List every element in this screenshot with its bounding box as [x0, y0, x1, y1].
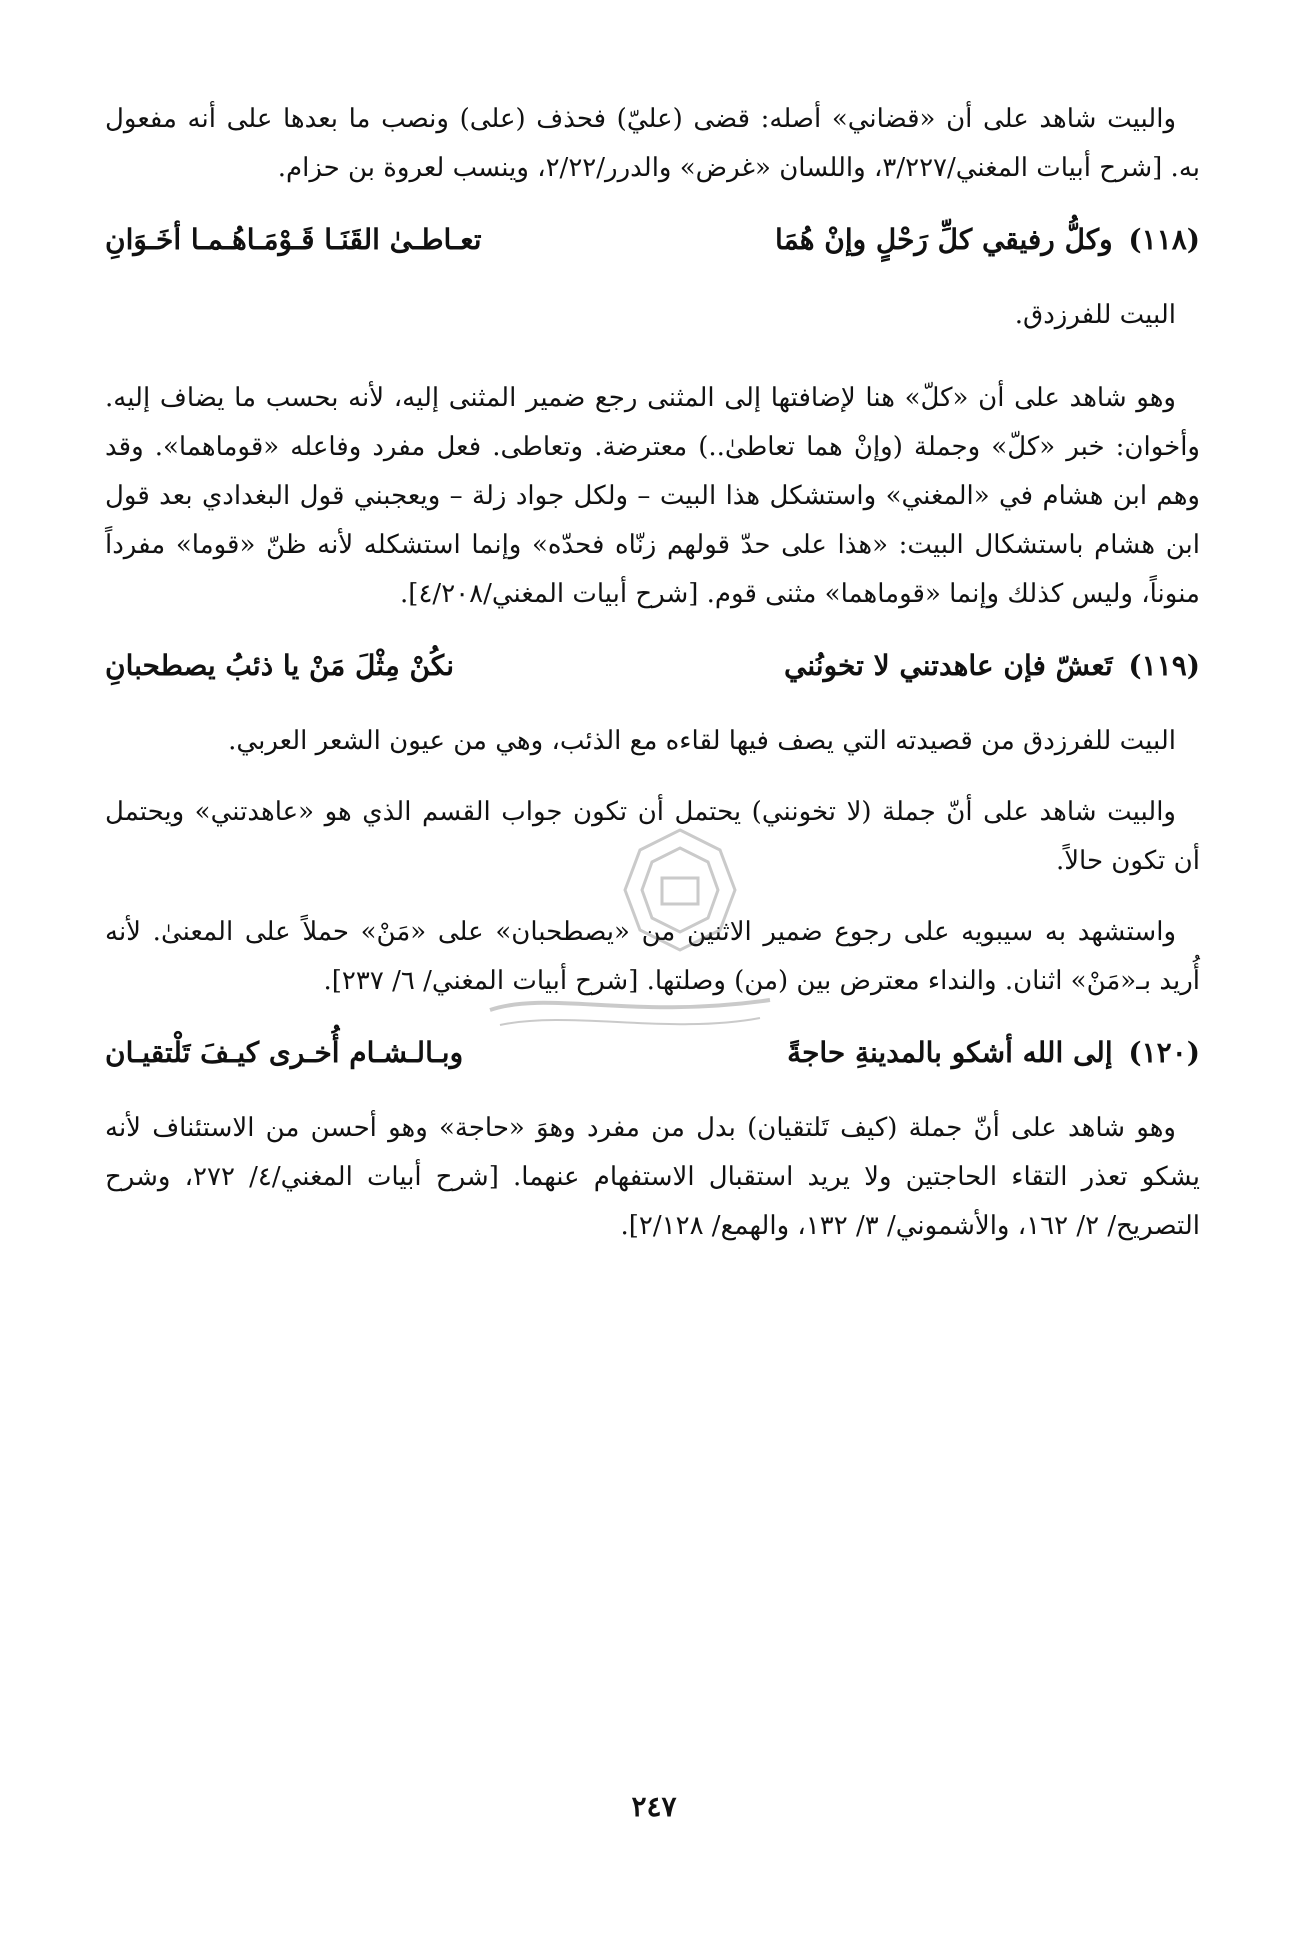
paragraph: وهو شاهد على أنّ جملة (كيف تَلتقيان) بدل من مفرد وهوَ «حاجة» وهو أحسن من الاستئناف لأنه يشكو تعذر التقاء الحاجتين ولا يريد استقبال الاستفهام عنهما. [شرح أبيات المغني/٤/ ٢٧٢، وشرح التصريح/ ٢/ ١٦٢، والأشموني/ ٣/ ١٣٢، والهمع/ ٢/١٢٨].	[105, 1113, 1201, 1241]
page-body	[105, 95, 1200, 1273]
paragraph: والبيت شاهد على أن «قضاني» أصله: قضى (عليّ) فحذف (على) ونصب ما بعدها على أنه مفعول به. [شرح أبيات المغني/٣/٢٢٧، واللسان «غرض» والدرر/٢/٢٢، وينسب لعروة بن حزام.	[105, 104, 1200, 183]
paragraph: واستشهد به سيبويه على رجوع ضمير الاثنين من «يصطحبان» على «مَنْ» حملاً على المعنىٰ. لأنه أُريد بـ«مَنْ» اثنان. والنداء معترض بين (من) وصلتها. [شرح أبيات المغني/ ٦/ ٢٣٧].	[105, 917, 1200, 996]
verse-line	[105, 641, 1200, 691]
page-number: ٢٤٧	[631, 1790, 677, 1823]
verse-second-hemistich: تعـاطـىٰ القَنَـا قَـوْمَـاهُـمـا أخَـوَانِ	[105, 223, 482, 256]
paragraph: والبيت شاهد على أنّ جملة (لا تخونني) يحتمل أن تكون جواب القسم الذي هو «عاهدتني» ويحتمل أن تكون حالاً.	[105, 797, 1200, 876]
paragraph: وهو شاهد على أن «كلّ» هنا لإضافتها إلى المثنى رجع ضمير المثنى إليه، لأنه بحسب ما يضاف إليه. وأخوان: خبر «كلّ» وجملة (وإنْ هما تعاطىٰ..) معترضة. وتعاطى. فعل مفرد وفاعله «قوماهما». وقد وهم ابن هشام في «المغني» واستشكل هذا البيت – ولكل جواد زلة – ويعجبني قول البغدادي بعد قول ابن هشام باستشكال البيت: «هذا على حدّ قولهم زنّاه فحدّه» وإنما استشكله لأنه ظنّ «قوما» مفرداً منوناً، وليس كذلك وإنما «قوماهما» مثنى قوم. [شرح أبيات المغني/٤/٢٠٨].	[105, 383, 1200, 609]
verse-second-hemistich: وبـالـشـام أُخـرى كيـفَ تَلْتقيـان	[105, 1036, 464, 1069]
paragraph: البيت للفرزدق من قصيدته التي يصف فيها لقاءه مع الذئب، وهي من عيون الشعر العربي.	[228, 726, 1176, 756]
verse-second-hemistich: نكُنْ مِثْلَ مَنْ يا ذئبُ يصطحبانِ	[105, 649, 455, 682]
verse-number: (١١٨)	[1128, 223, 1200, 256]
verse-number: (١٢٠)	[1128, 1036, 1200, 1069]
verse-first-hemistich: (١٢٠) إلى الله أشكو بالمدينةِ حاجةً	[787, 1036, 1200, 1069]
verse-line	[105, 215, 1200, 265]
verse-line	[105, 1028, 1200, 1078]
verse-first-hemistich: (١١٩) تَعشّ فإن عاهدتني لا تخونُني	[783, 649, 1200, 682]
verse-first-hemistich: (١١٨) وكلُّ رفيقي كلِّ رَحْلٍ وإنْ هُمَا	[775, 223, 1200, 256]
attribution: البيت للفرزدق.	[1014, 300, 1176, 330]
verse-number: (١١٩)	[1128, 649, 1200, 682]
